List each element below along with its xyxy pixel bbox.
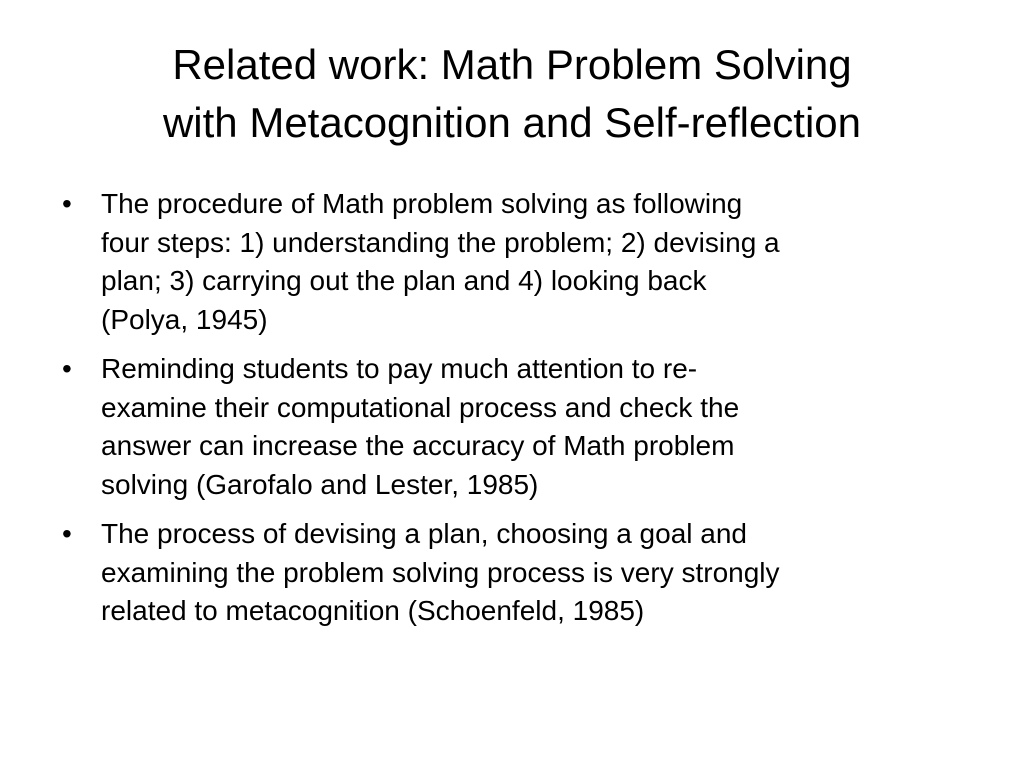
bullet-line: related to metacognition (Schoenfeld, 1985) bbox=[101, 595, 645, 626]
bullet-line: examine their computational process and check the bbox=[101, 391, 740, 423]
slide-title bbox=[40, 36, 984, 152]
bullet-text bbox=[101, 185, 982, 339]
bullet-line: examining the problem solving process is very strongly bbox=[101, 556, 780, 588]
bullet-line: (Polya, 1945) bbox=[101, 303, 268, 335]
bullet-item-schoenfeld bbox=[62, 515, 982, 631]
bullet-line: Reminding students to pay much attention to re- bbox=[101, 353, 698, 384]
bullet-dot-icon: • bbox=[62, 188, 72, 219]
slide-title-line-1: Related work: Math Problem Solving bbox=[172, 41, 852, 88]
bullet-dot-icon: • bbox=[62, 353, 72, 384]
bullet-line: The process of devising a plan, choosing a goal and bbox=[101, 518, 747, 549]
bullet-text bbox=[101, 515, 982, 631]
bullet-line: The procedure of Math problem solving as following bbox=[101, 188, 743, 219]
bullet-item-polya bbox=[62, 185, 982, 339]
bullet-text bbox=[101, 350, 982, 504]
bullet-line: solving (Garofalo and Lester, 1985) bbox=[101, 468, 539, 500]
slide-title-line-2: with Metacognition and Self-reflection bbox=[162, 99, 862, 146]
bullet-item-garofalo-lester bbox=[62, 350, 982, 504]
bullet-dot-icon: • bbox=[62, 518, 72, 549]
bullet-line: plan; 3) carrying out the plan and 4) looking back bbox=[101, 265, 707, 296]
bullet-line: answer can increase the accuracy of Math problem bbox=[101, 430, 735, 461]
bullet-line: four steps: 1) understanding the problem; 2) devising a bbox=[101, 226, 780, 258]
bullet-list bbox=[62, 185, 982, 642]
